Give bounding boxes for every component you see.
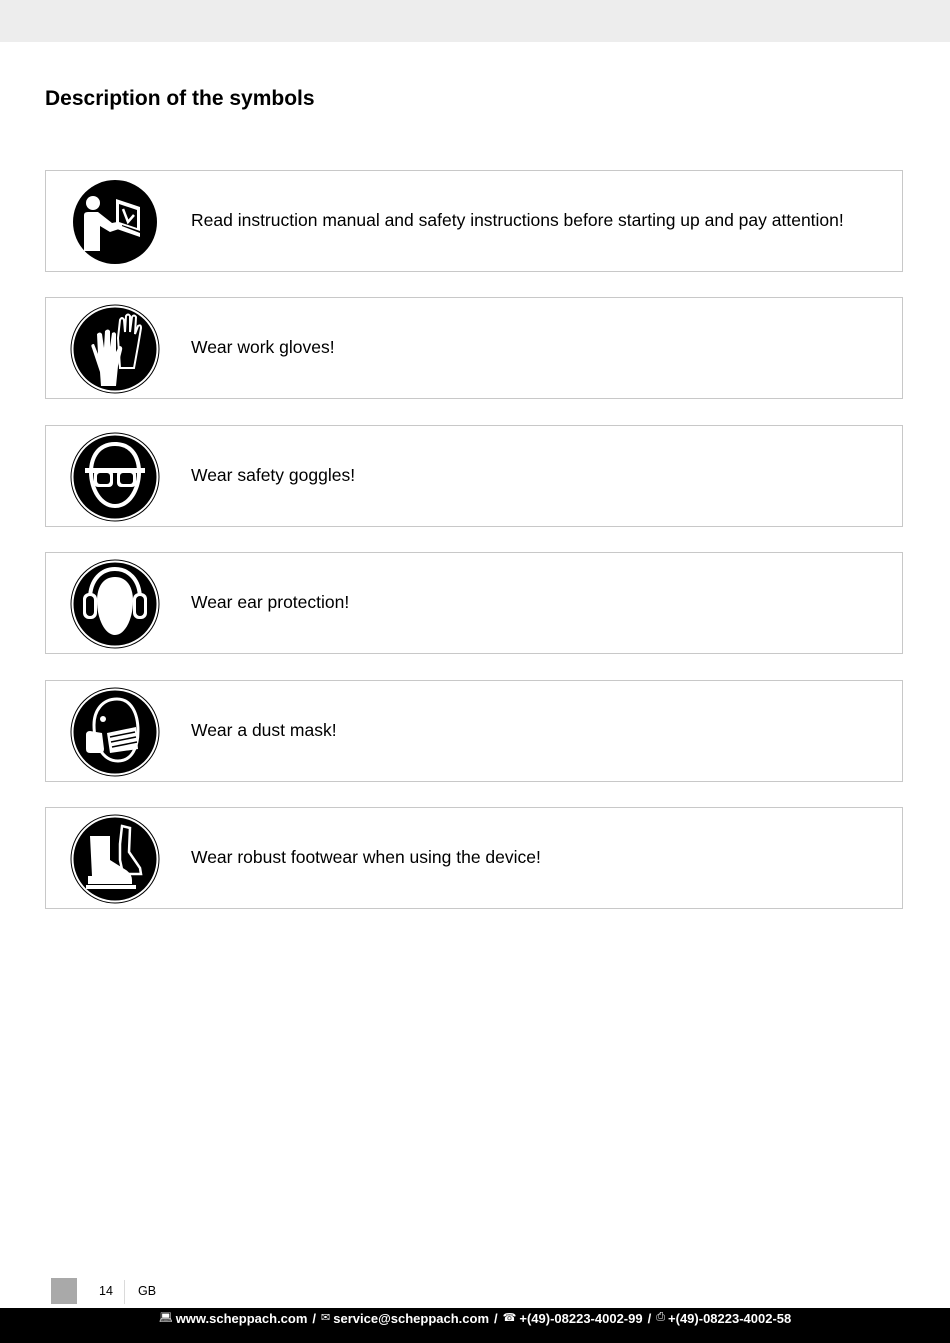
- page-language: GB: [138, 1284, 157, 1298]
- footer-separator: /: [312, 1311, 317, 1326]
- symbol-row-ear-protection: [45, 552, 903, 654]
- footer-email[interactable]: service@scheppach.com: [333, 1311, 490, 1326]
- footer-separator: /: [494, 1311, 498, 1326]
- dust-mask-icon: [70, 687, 160, 777]
- ear-protection-icon: [70, 559, 160, 649]
- symbol-row-dust-mask: [45, 680, 903, 782]
- page-number: 14: [99, 1284, 113, 1298]
- symbol-text: Read instruction manual and safety instructions before starting up and pay attention!: [191, 210, 844, 230]
- robust-footwear-icon: [70, 814, 160, 904]
- safety-goggles-icon: [70, 432, 160, 522]
- page-title: Description of the symbols: [45, 87, 315, 110]
- symbol-text: Wear safety goggles!: [191, 465, 356, 485]
- footer-contact-bar: [0, 1308, 950, 1343]
- footer-separator: /: [647, 1311, 652, 1326]
- symbol-row-robust-footwear: [45, 807, 903, 909]
- symbol-text: Wear a dust mask!: [191, 720, 337, 740]
- footer-fax: +(49)-08223-4002-58: [668, 1311, 792, 1326]
- phone-icon: ☎︎: [502, 1312, 517, 1324]
- footer-phone: +(49)-08223-4002-99: [519, 1311, 643, 1326]
- work-gloves-icon: [70, 304, 160, 394]
- header-band: [0, 0, 950, 42]
- symbol-text: Wear ear protection!: [191, 592, 350, 612]
- computer-icon: 💻︎: [158, 1312, 173, 1324]
- fax-icon: ⎙: [656, 1311, 666, 1323]
- symbol-row-safety-goggles: [45, 425, 903, 527]
- symbol-text: Wear robust footwear when using the device!: [191, 847, 541, 867]
- email-icon: ✉︎: [321, 1312, 331, 1324]
- footer-website[interactable]: www.scheppach.com: [175, 1311, 308, 1326]
- page-marker: [51, 1278, 77, 1304]
- symbol-row-work-gloves: [45, 297, 903, 399]
- read-manual-icon: [70, 177, 160, 267]
- symbol-row-read-manual: [45, 170, 903, 272]
- divider: [124, 1280, 125, 1304]
- symbol-text: Wear work gloves!: [191, 337, 335, 357]
